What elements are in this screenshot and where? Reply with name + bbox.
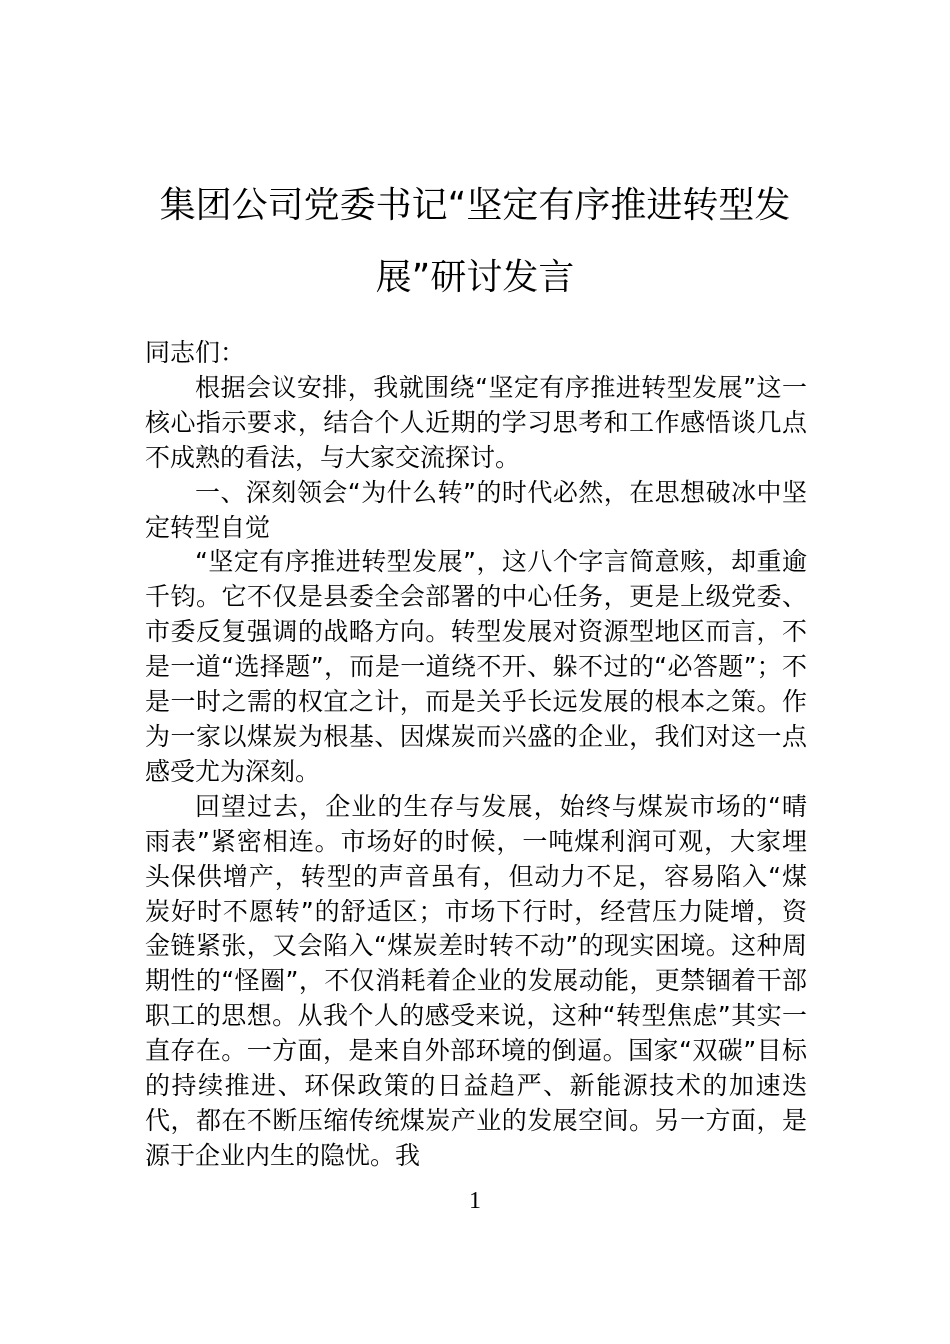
paragraph: 回望过去，企业的生存与发展，始终与煤炭市场的“晴雨表”紧密相连。市场好的时候，一吨煤利润可观，大家埋头保供增产，转型的声音虽有，但动力不足，容易陷入“煤炭好时不愿转”的舒适区；市场下行时，经营压力陡增，资金链紧张，又会陷入“煤炭差时转不动”的现实困境。这种周期性的“怪圈”，不仅消耗着企业的发展动能，更禁锢着干部职工的思想。从我个人的感受来说，这种“转型焦虑”其实一直存在。一方面，是来自外部环境的倒逼。国家“双碳”目标的持续推进、环保政策的日益趋严、新能源技术的加速迭代，都在不断压缩传统煤炭产业的发展空间。另一方面，是源于企业内生的隐忧。我: [145, 791, 807, 1170]
document-body: [145, 336, 807, 1174]
document-title: [145, 170, 805, 314]
salutation: 同志们：: [145, 338, 246, 367]
page-number: 1: [469, 1188, 481, 1214]
paragraph: “坚定有序推进转型发展”，这八个字言简意赅，却重逾千钧。它不仅是县委全会部署的中心任务，更是上级党委、市委反复强调的战略方向。转型发展对资源型地区而言，不是一道“选择题”，而是一道绕不开、躲不过的“必答题”；不是一时之需的权宜之计，而是关乎长远发展的根本之策。作为一家以煤炭为根基、因煤炭而兴盛的企业，我们对这一点感受尤为深刻。: [145, 547, 807, 786]
title-line-2: 展”研讨发言: [375, 257, 575, 298]
title-line-1: 集团公司党委书记“坚定有序推进转型发: [159, 185, 791, 226]
paragraph-intro: 根据会议安排，我就围绕“坚定有序推进转型发展”这一核心指示要求，结合个人近期的学习思考和工作感悟谈几点不成熟的看法，与大家交流探讨。: [145, 372, 807, 472]
section-heading-1: 一、深刻领会“为什么转”的时代必然，在思想破冰中坚定转型自觉: [145, 477, 807, 542]
